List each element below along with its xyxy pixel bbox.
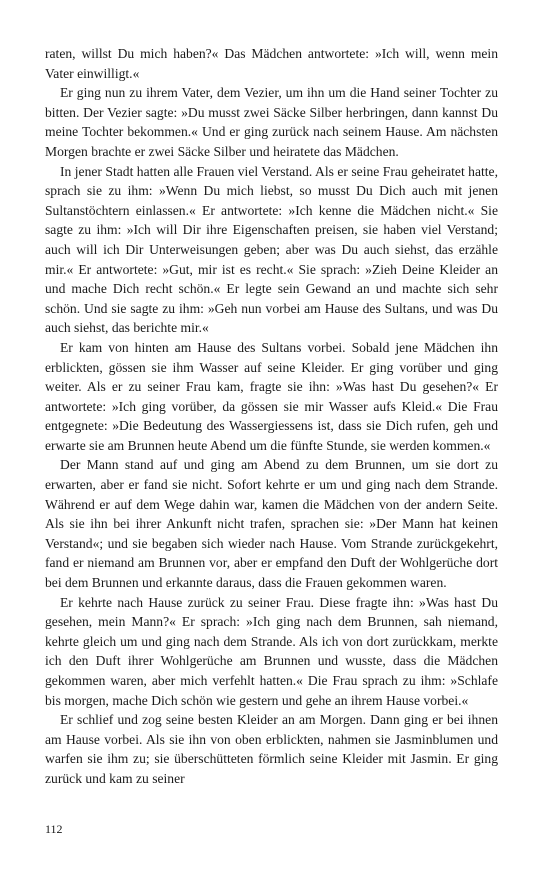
- paragraph-5: Der Mann stand auf und ging am Abend zu dem Brunnen, um sie dort zu erwarten, aber er fand sie nicht. Sofort kehrte er um und ging nach dem Strande. Während er auf dem Wege dahin war, kamen die Mädchen von der andern Seite. Als sie ihn bei ihrer Ankunft nicht trafen, sprachen sie: »Der Mann hat keinen Verstand«; und sie begaben sich wieder nach Hause. Vom Strande zurückgekehrt, fand er niemand am Brunnen vor, aber er empfand den Duft der Wohlgerüche dort bei dem Brunnen und erkannte daraus, dass die Frauen gekommen waren.: [45, 457, 498, 591]
- paragraph-2: Er ging nun zu ihrem Vater, dem Vezier, um ihn um die Hand seiner Tochter zu bitten. Der Vezier sagte: »Du musst zwei Säcke Silber herbringen, dann kannst Du meine Tochter bekommen.« Und er ging zurück nach seinem Hause. Am nächsten Morgen brachte er zwei Säcke Silber und heiratete das Mädchen.: [45, 85, 498, 159]
- paragraph-4: Er kam von hinten am Hause des Sultans vorbei. Sobald jene Mädchen ihn erblickten, gössen sie ihm Wasser auf seine Kleider. Er ging vorüber und ging weiter. Als er zu seiner Frau kam, fragte sie ihn: »Was hast Du gesehen?« Er antwortete: »Ich ging vorüber, da gössen sie mir Wasser aufs Kleid.« Die Frau entgegnete: »Die Bedeutung des Wassergiessens ist, dass sie Dich rufen, geh und erwarte sie am Brunnen heute Abend um die fünfte Stunde, sie werden kommen.«: [45, 339, 498, 453]
- book-page-text: [45, 44, 498, 789]
- page-number: 112: [45, 822, 63, 836]
- paragraph-6: Er kehrte nach Hause zurück zu seiner Frau. Diese fragte ihn: »Was hast Du gesehen, mein Mann?« Er sprach: »Ich ging nach dem Brunnen, sah niemand, kehrte gleich um und ging nach dem Strande. Als ich von dort zurückkam, merkte ich den Duft ihrer Wohlgerüche am Brunnen und wusste, dass die Mädchen gekommen waren, aber mich verfehlt hatten.« Die Frau sprach zu ihm: »Schlafe bis morgen, mache Dich schön wie gestern und gehe an ihrem Hause vorbei.«: [45, 594, 498, 708]
- paragraph-3: In jener Stadt hatten alle Frauen viel Verstand. Als er seine Frau geheiratet hatte, sprach sie zu ihm: »Wenn Du mich liebst, so musst Du Dich auch mit jenen Sultanstöchtern einlassen.« Er antwortete: »Ich kenne die Mädchen nicht.« Sie sagte zu ihm: »Ich will Dir ihre Eigenschaften preisen, sie haben viel Verstand; auch will ich Dir Unterweisungen geben; aber was Du auch siehst, das erzähle mir.« Er antwortete: »Gut, mir ist es recht.« Sie sprach: »Zieh Deine Kleider an und mache Dich recht schön.« Er legte sein Gewand an und machte sich sehr schön. Und sie sagte zu ihm: »Geh nun vorbei am Hause des Sultans, und was Du auch siehst, das berichte mir.«: [45, 163, 498, 336]
- paragraph-7: Er schlief und zog seine besten Kleider an am Morgen. Dann ging er bei ihnen am Hause vorbei. Als sie ihn von oben erblickten, nahmen sie Jasminblumen und warfen sie ihm zu; sie überschütteten förmlich seine Kleider mit Jasmin. Er ging zurück und kam zu seiner: [45, 712, 498, 786]
- paragraph-1: raten, willst Du mich haben?« Das Mädchen antwortete: »Ich will, wenn mein Vater einwilligt.«: [45, 46, 498, 81]
